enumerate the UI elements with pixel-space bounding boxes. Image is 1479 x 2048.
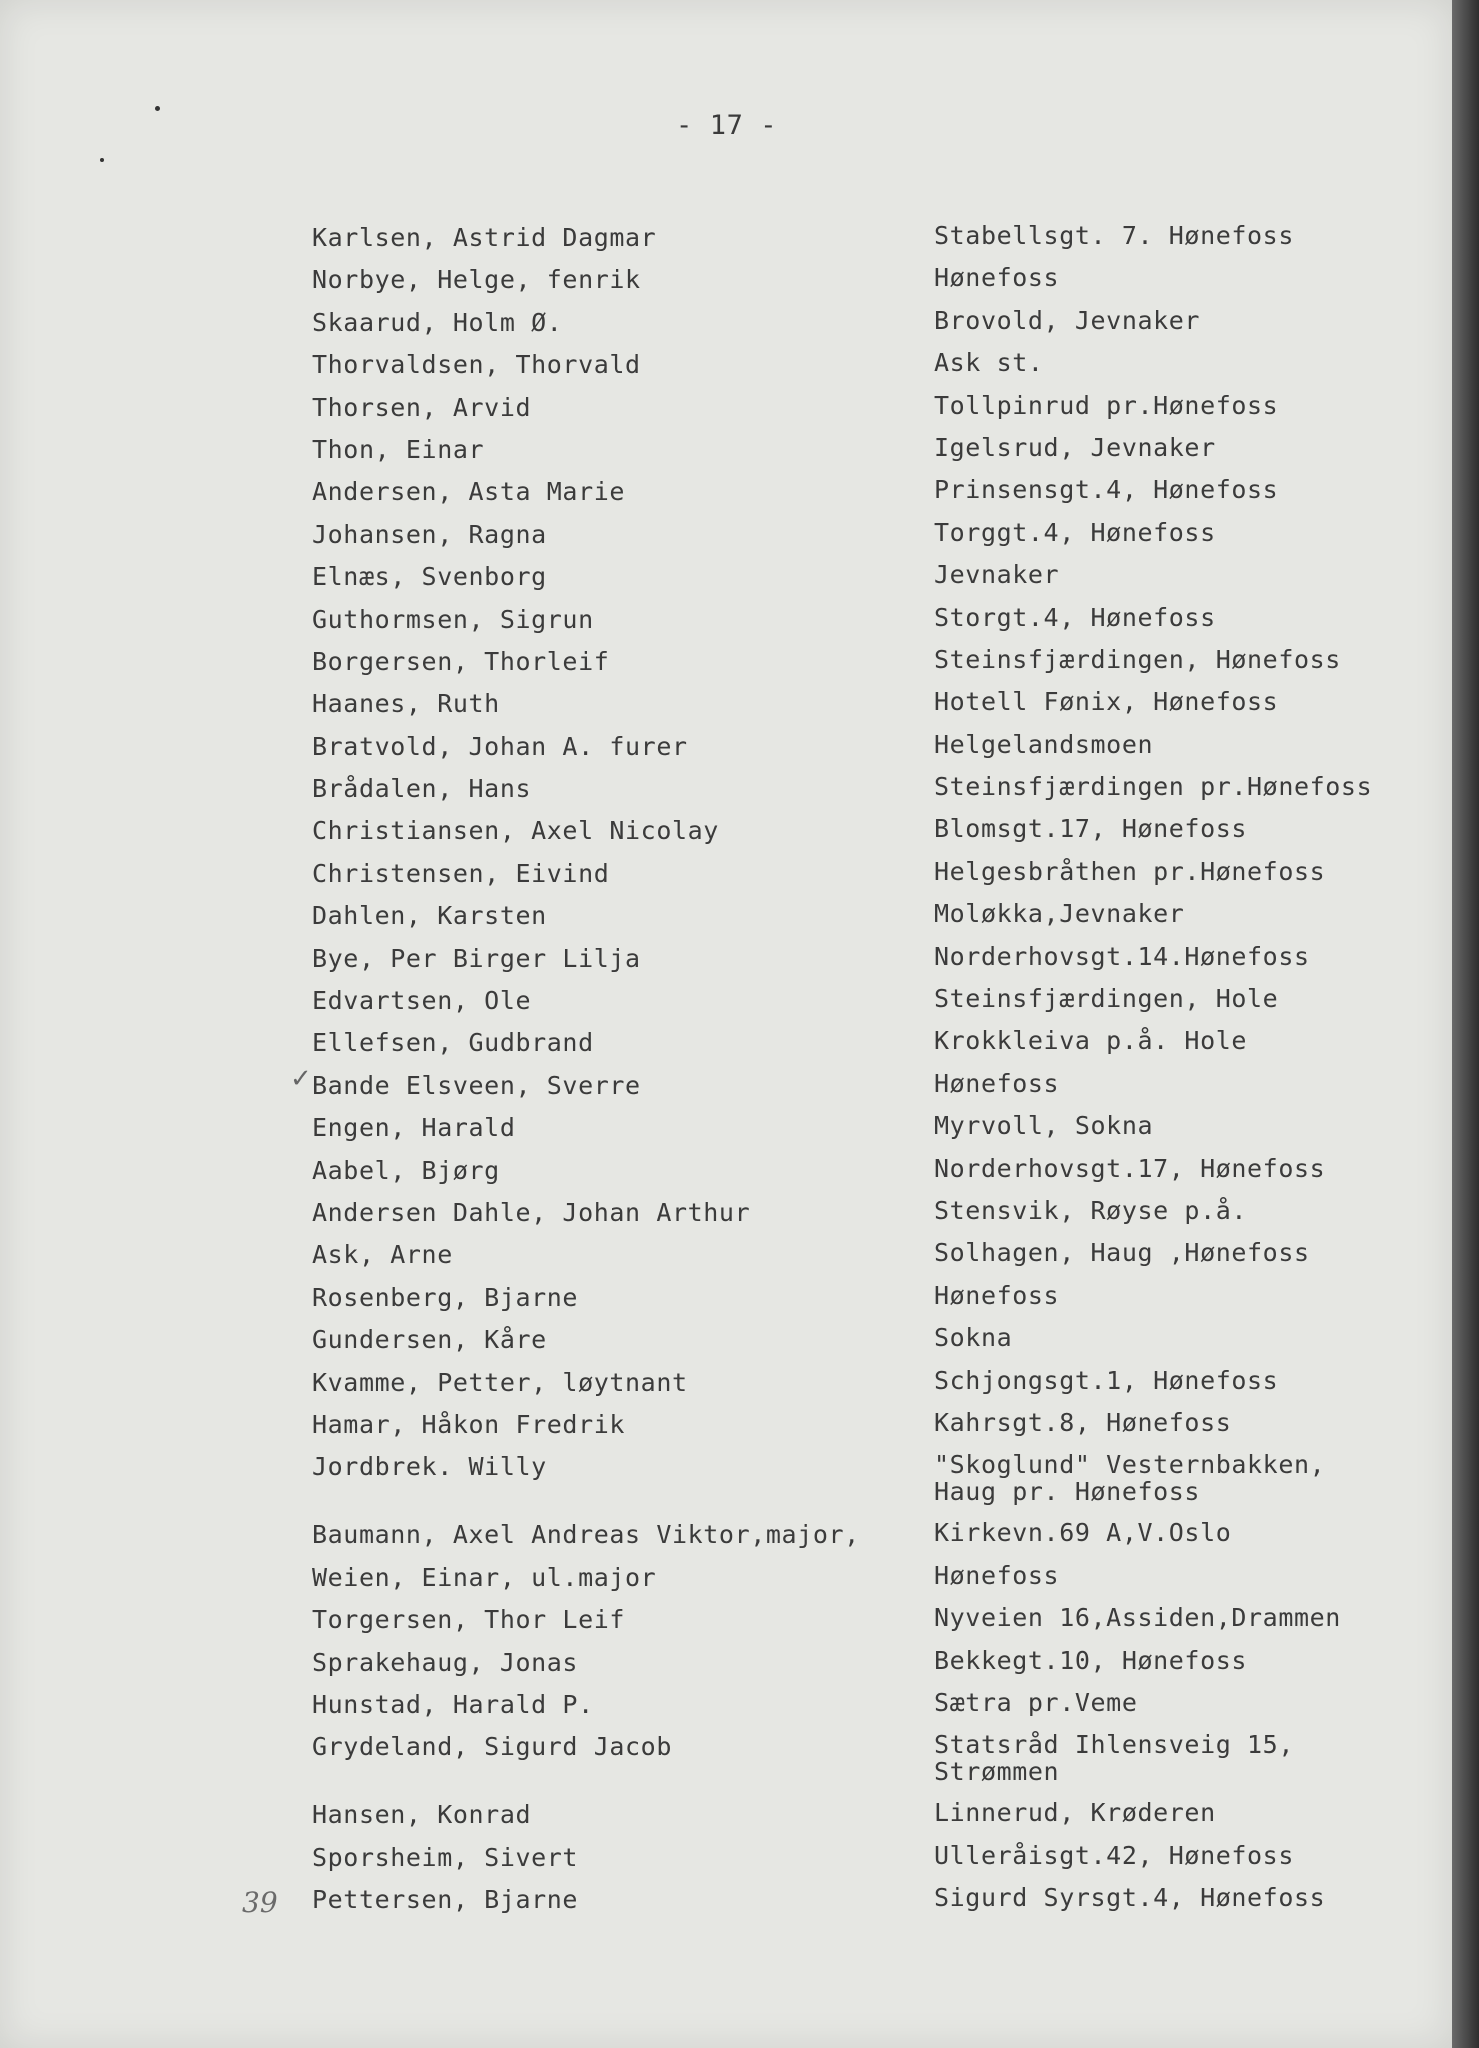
entry-name: Torgersen, Thor Leif <box>312 1605 626 1635</box>
address-line: Moløkka,Jevnaker <box>934 899 1185 929</box>
entry-address <box>934 1070 1059 1097</box>
register-entry <box>312 1451 1432 1519</box>
entry-name: Andersen, Asta Marie <box>312 477 626 507</box>
register-entry <box>242 1883 1432 1926</box>
entry-name: Rosenberg, Bjarne <box>312 1282 579 1312</box>
entry-address <box>934 985 1278 1012</box>
entry-name: Elnæs, Svenborg <box>312 562 547 592</box>
entry-name: Bande Elsveen, Sverre <box>312 1070 641 1100</box>
entry-name: Sprakehaug, Jonas <box>312 1647 579 1677</box>
entry-name: Weien, Einar, ul.major <box>312 1562 657 1592</box>
address-line: Brovold, Jevnaker <box>934 305 1201 335</box>
entry-address <box>934 1027 1247 1054</box>
address-line: Blomsgt.17, Hønefoss <box>934 814 1248 844</box>
entry-name: Sporsheim, Sivert <box>312 1842 579 1872</box>
entry-address <box>934 222 1294 249</box>
address-line: Norderhovsgt.17, Hønefoss <box>934 1153 1326 1183</box>
register-entry <box>312 858 1432 900</box>
address-line: Storgt.4, Hønefoss <box>934 602 1216 632</box>
address-line: Sokna <box>934 1323 1013 1353</box>
register-entry <box>312 476 1432 518</box>
entry-address <box>934 1451 1325 1505</box>
register-entry <box>312 1689 1432 1731</box>
entry-address <box>934 1799 1216 1826</box>
register-entry <box>312 1842 1432 1884</box>
address-line: Norderhovsgt.14.Hønefoss <box>934 941 1310 971</box>
entry-name: Hamar, Håkon Fredrik <box>312 1409 626 1439</box>
entry-address <box>934 1519 1231 1546</box>
entry-address <box>934 1324 1012 1351</box>
register-entry <box>312 1647 1432 1689</box>
entry-name: Jordbrek. Willy <box>312 1452 547 1482</box>
entry-name: Gundersen, Kåre <box>312 1325 547 1355</box>
register-entry <box>312 688 1432 730</box>
register-entry <box>312 1519 1432 1561</box>
entry-address <box>934 349 1044 376</box>
entry-name: Dahlen, Karsten <box>312 901 547 931</box>
register-entry <box>312 815 1432 857</box>
address-line: Sætra pr.Veme <box>934 1687 1138 1717</box>
register-entry <box>312 1282 1432 1324</box>
address-line: Steinsfjærdingen, Hønefoss <box>934 644 1341 674</box>
address-line: Hønefoss <box>934 1280 1060 1310</box>
entry-name: Christiansen, Axel Nicolay <box>312 816 719 846</box>
register-entry <box>312 604 1432 646</box>
entry-name: Christensen, Eivind <box>312 858 610 888</box>
entry-name: Aabel, Bjørg <box>312 1155 500 1185</box>
register-entry <box>312 900 1432 942</box>
entry-address <box>934 900 1184 927</box>
page-number: - 17 - <box>676 110 778 141</box>
handwritten-count: 39 <box>242 1886 278 1920</box>
address-line: Schjongsgt.1, Hønefoss <box>934 1365 1279 1395</box>
entry-address <box>934 1367 1278 1394</box>
register-entry <box>312 434 1432 476</box>
register-entry <box>312 1562 1432 1604</box>
register-entry <box>312 1155 1432 1197</box>
entry-address <box>934 815 1247 842</box>
entry-name: Andersen Dahle, Johan Arthur <box>312 1197 751 1227</box>
register-entry <box>312 349 1432 391</box>
entry-name: Brådalen, Hans <box>312 774 532 804</box>
address-line: Ulleråisgt.42, Hønefoss <box>934 1840 1294 1870</box>
entry-address <box>934 561 1059 588</box>
entry-name: Johansen, Ragna <box>312 519 547 549</box>
address-line: Nyveien 16,Assiden,Drammen <box>934 1603 1341 1633</box>
address-line: "Skoglund" Vesternbakken, <box>934 1450 1326 1480</box>
ink-speck <box>155 106 160 111</box>
address-line: Hønefoss <box>934 1560 1060 1590</box>
address-line: Stensvik, Røyse p.å. <box>934 1195 1248 1225</box>
entry-address <box>934 476 1278 503</box>
address-line: Tollpinrud pr.Hønefoss <box>934 390 1279 420</box>
address-line: Myrvoll, Sokna <box>934 1111 1154 1141</box>
entry-name: Karlsen, Astrid Dagmar <box>312 223 657 252</box>
entry-name: Grydeland, Sigurd Jacob <box>312 1732 672 1762</box>
entry-name: Edvartsen, Ole <box>312 986 532 1016</box>
register-entry <box>312 943 1432 985</box>
entry-address <box>934 1842 1294 1869</box>
register-entry <box>312 773 1432 815</box>
register-entry <box>312 1731 1432 1799</box>
entry-address <box>934 1155 1325 1182</box>
register-entry <box>312 1027 1432 1069</box>
entry-address <box>934 773 1372 800</box>
register-entry <box>312 519 1432 561</box>
register-entry <box>312 1112 1432 1154</box>
entry-address <box>934 1112 1153 1139</box>
entry-name: Thon, Einar <box>312 434 485 464</box>
entry-address <box>934 519 1216 546</box>
register-entry <box>312 1197 1432 1239</box>
entry-name: Guthormsen, Sigrun <box>312 604 594 634</box>
entry-name: Ask, Arne <box>312 1240 453 1270</box>
address-line: Torggt.4, Hønefoss <box>934 517 1216 547</box>
entry-name: Pettersen, Bjarne <box>312 1885 579 1915</box>
register-entry <box>312 392 1432 434</box>
address-line: Jevnaker <box>934 560 1060 590</box>
address-line: Igelsrud, Jevnaker <box>934 432 1216 462</box>
register-entry <box>312 561 1432 603</box>
entry-address <box>934 1282 1059 1309</box>
address-line: Ask st. <box>934 348 1044 378</box>
address-line: Kahrsgt.8, Hønefoss <box>934 1407 1232 1437</box>
address-line: Linnerud, Krøderen <box>934 1798 1216 1828</box>
address-line: Statsråd Ihlensveig 15, <box>934 1730 1294 1760</box>
entry-name: Thorsen, Arvid <box>312 392 532 422</box>
address-line: Steinsfjærdingen pr.Hønefoss <box>934 772 1373 802</box>
address-line: Hotell Fønix, Hønefoss <box>934 687 1279 717</box>
register-entry <box>312 1409 1432 1451</box>
ink-speck <box>100 158 104 162</box>
address-line: Strømmen <box>934 1757 1060 1787</box>
entry-address <box>934 858 1325 885</box>
entry-address <box>934 307 1200 334</box>
entry-address <box>934 1884 1325 1911</box>
entry-name: Bye, Per Birger Lilja <box>312 943 641 973</box>
scan-edge <box>1452 0 1479 2048</box>
entry-name: Haanes, Ruth <box>312 689 500 719</box>
register-entry <box>312 731 1432 773</box>
register-entry <box>312 264 1432 306</box>
entry-address <box>934 1647 1247 1674</box>
entry-address <box>934 646 1341 673</box>
register-entry <box>290 1063 1432 1112</box>
register-entry <box>312 985 1432 1027</box>
register-entry <box>312 1367 1432 1409</box>
entry-address <box>934 434 1216 461</box>
entry-address <box>934 688 1278 715</box>
register-entry <box>312 1604 1432 1646</box>
address-line: Stabellsgt. 7. Hønefoss <box>934 221 1294 250</box>
entry-address <box>934 604 1216 631</box>
address-line: Hønefoss <box>934 263 1060 293</box>
entry-address <box>934 1197 1247 1224</box>
entry-address <box>934 943 1310 970</box>
entry-address <box>934 392 1278 419</box>
address-line: Steinsfjærdingen, Hole <box>934 984 1279 1014</box>
entry-name: Hunstad, Harald P. <box>312 1689 594 1719</box>
entry-address <box>934 1409 1231 1436</box>
register-entry <box>312 1799 1432 1841</box>
entry-address <box>934 1731 1294 1785</box>
register-list <box>242 221 1432 1926</box>
register-entry <box>312 222 1432 264</box>
address-line: Prinsensgt.4, Hønefoss <box>934 475 1279 505</box>
entry-name: Baumann, Axel Andreas Viktor,major, <box>312 1520 860 1550</box>
entry-name: Norbye, Helge, fenrik <box>312 265 641 295</box>
address-line: Helgelandsmoen <box>934 729 1154 759</box>
entry-address <box>934 1562 1059 1589</box>
entry-name: Kvamme, Petter, løytnant <box>312 1367 688 1397</box>
entry-name: Engen, Harald <box>312 1113 516 1143</box>
entry-name: Skaarud, Holm Ø. <box>312 307 563 337</box>
address-line: Solhagen, Haug ,Hønefoss <box>934 1238 1310 1268</box>
address-line: Krokkleiva p.å. Hole <box>934 1026 1248 1056</box>
register-entry <box>312 1324 1432 1366</box>
entry-address <box>934 731 1153 758</box>
entry-address <box>934 1689 1137 1716</box>
address-line: Kirkevn.69 A,V.Oslo <box>934 1518 1232 1548</box>
address-line: Haug pr. Hønefoss <box>934 1477 1201 1507</box>
entry-name: Thorvaldsen, Thorvald <box>312 350 641 380</box>
entry-address <box>934 264 1059 291</box>
address-line: Hønefoss <box>934 1068 1060 1098</box>
entry-address <box>934 1239 1310 1266</box>
register-entry <box>312 307 1432 349</box>
address-line: Sigurd Syrsgt.4, Hønefoss <box>934 1883 1326 1913</box>
address-line: Bekkegt.10, Hønefoss <box>934 1645 1248 1675</box>
entry-name: Bratvold, Johan A. furer <box>312 731 688 761</box>
check-mark: ✓ <box>290 1063 312 1094</box>
entry-name: Hansen, Konrad <box>312 1800 532 1830</box>
register-entry <box>312 1239 1432 1281</box>
entry-name: Ellefsen, Gudbrand <box>312 1028 594 1058</box>
entry-name: Borgersen, Thorleif <box>312 646 610 676</box>
register-entry <box>312 646 1432 688</box>
address-line: Helgesbråthen pr.Hønefoss <box>934 856 1326 886</box>
entry-address <box>934 1604 1341 1631</box>
